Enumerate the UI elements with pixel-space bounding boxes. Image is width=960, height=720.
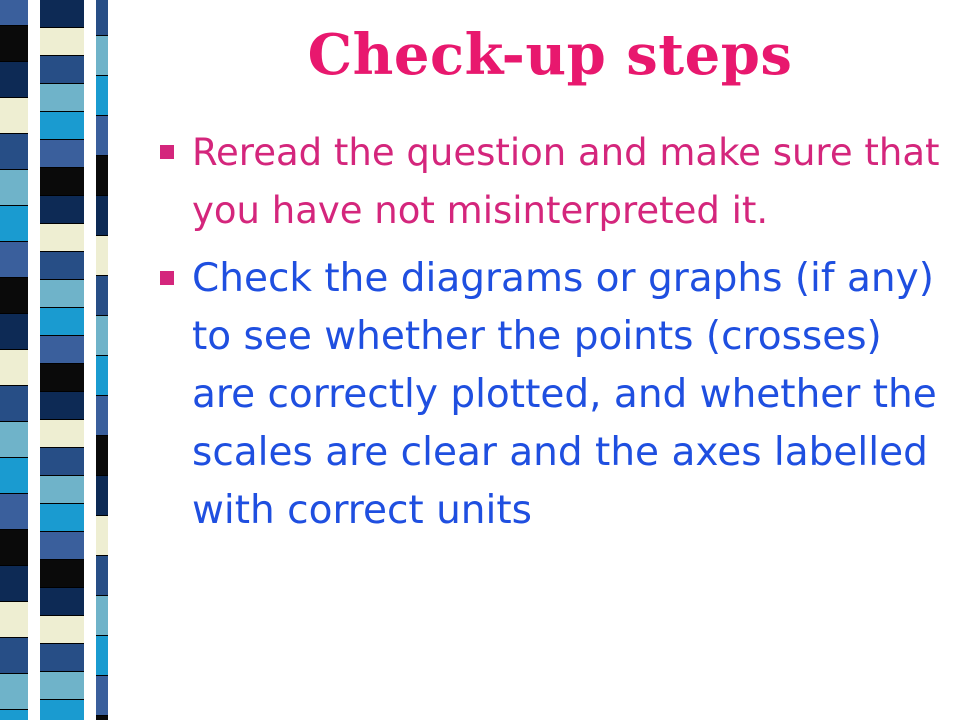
stripe-cell <box>96 316 108 356</box>
bullet-text: Check the diagrams or graphs (if any) to see whether the points (crosses) are correctly plotted, and whether the scales are clear and the axes labelled with correct units <box>192 256 937 533</box>
stripe-cell <box>0 566 28 602</box>
stripe-cell <box>40 224 84 252</box>
stripe-cell <box>40 448 84 476</box>
stripe-cell <box>0 350 28 386</box>
stripe-cell <box>96 356 108 396</box>
stripe-cell <box>0 26 28 62</box>
stripe-cell <box>0 494 28 530</box>
bullet-item <box>158 250 948 540</box>
stripe-cell <box>0 206 28 242</box>
stripe-cell <box>40 420 84 448</box>
stripe-column-middle <box>40 0 84 720</box>
stripe-cell <box>40 392 84 420</box>
bullet-text: Reread the question and make sure that you have not misinterpreted it. <box>192 131 940 232</box>
stripe-cell <box>0 134 28 170</box>
stripe-cell <box>40 280 84 308</box>
stripe-cell <box>96 636 108 676</box>
stripe-cell <box>0 386 28 422</box>
stripe-cell <box>40 28 84 56</box>
decorative-stripe-band <box>0 0 108 720</box>
stripe-cell <box>96 36 108 76</box>
stripe-cell <box>40 56 84 84</box>
bullet-item <box>158 124 948 240</box>
stripe-cell <box>96 396 108 436</box>
stripe-cell <box>40 588 84 616</box>
stripe-cell <box>0 674 28 710</box>
stripe-cell <box>0 314 28 350</box>
stripe-cell <box>40 532 84 560</box>
stripe-cell <box>40 504 84 532</box>
stripe-cell <box>96 156 108 196</box>
stripe-cell <box>40 336 84 364</box>
stripe-cell <box>0 530 28 566</box>
stripe-cell <box>0 0 28 26</box>
stripe-cell <box>96 0 108 36</box>
stripe-cell <box>40 476 84 504</box>
stripe-column-left <box>0 0 28 720</box>
stripe-cell <box>96 556 108 596</box>
stripe-cell <box>0 170 28 206</box>
stripe-cell <box>0 422 28 458</box>
stripe-cell <box>40 364 84 392</box>
stripe-cell <box>0 242 28 278</box>
stripe-cell <box>96 236 108 276</box>
stripe-cell <box>96 716 108 720</box>
stripe-cell <box>40 672 84 700</box>
stripe-cell <box>40 0 84 28</box>
stripe-cell <box>0 638 28 674</box>
stripe-cell <box>96 516 108 556</box>
stripe-cell <box>96 596 108 636</box>
stripe-cell <box>96 196 108 236</box>
stripe-cell <box>40 644 84 672</box>
stripe-cell <box>40 308 84 336</box>
stripe-cell <box>96 676 108 716</box>
stripe-cell <box>0 458 28 494</box>
slide-title: Check-up steps <box>307 22 793 88</box>
stripe-cell <box>96 436 108 476</box>
stripe-cell <box>40 196 84 224</box>
stripe-cell <box>40 252 84 280</box>
stripe-cell <box>96 76 108 116</box>
stripe-cell <box>40 84 84 112</box>
stripe-cell <box>40 700 84 720</box>
stripe-cell <box>0 278 28 314</box>
stripe-cell <box>0 98 28 134</box>
square-bullet-icon <box>160 145 174 159</box>
stripe-cell <box>0 710 28 720</box>
bullet-list <box>158 124 948 550</box>
square-bullet-icon <box>160 271 174 285</box>
stripe-cell <box>40 560 84 588</box>
stripe-cell <box>40 140 84 168</box>
stripe-cell <box>40 168 84 196</box>
stripe-cell <box>96 116 108 156</box>
stripe-cell <box>40 112 84 140</box>
stripe-cell <box>0 602 28 638</box>
stripe-cell <box>96 276 108 316</box>
stripe-cell <box>40 616 84 644</box>
stripe-cell <box>0 62 28 98</box>
stripe-cell <box>96 476 108 516</box>
stripe-column-right <box>96 0 108 720</box>
